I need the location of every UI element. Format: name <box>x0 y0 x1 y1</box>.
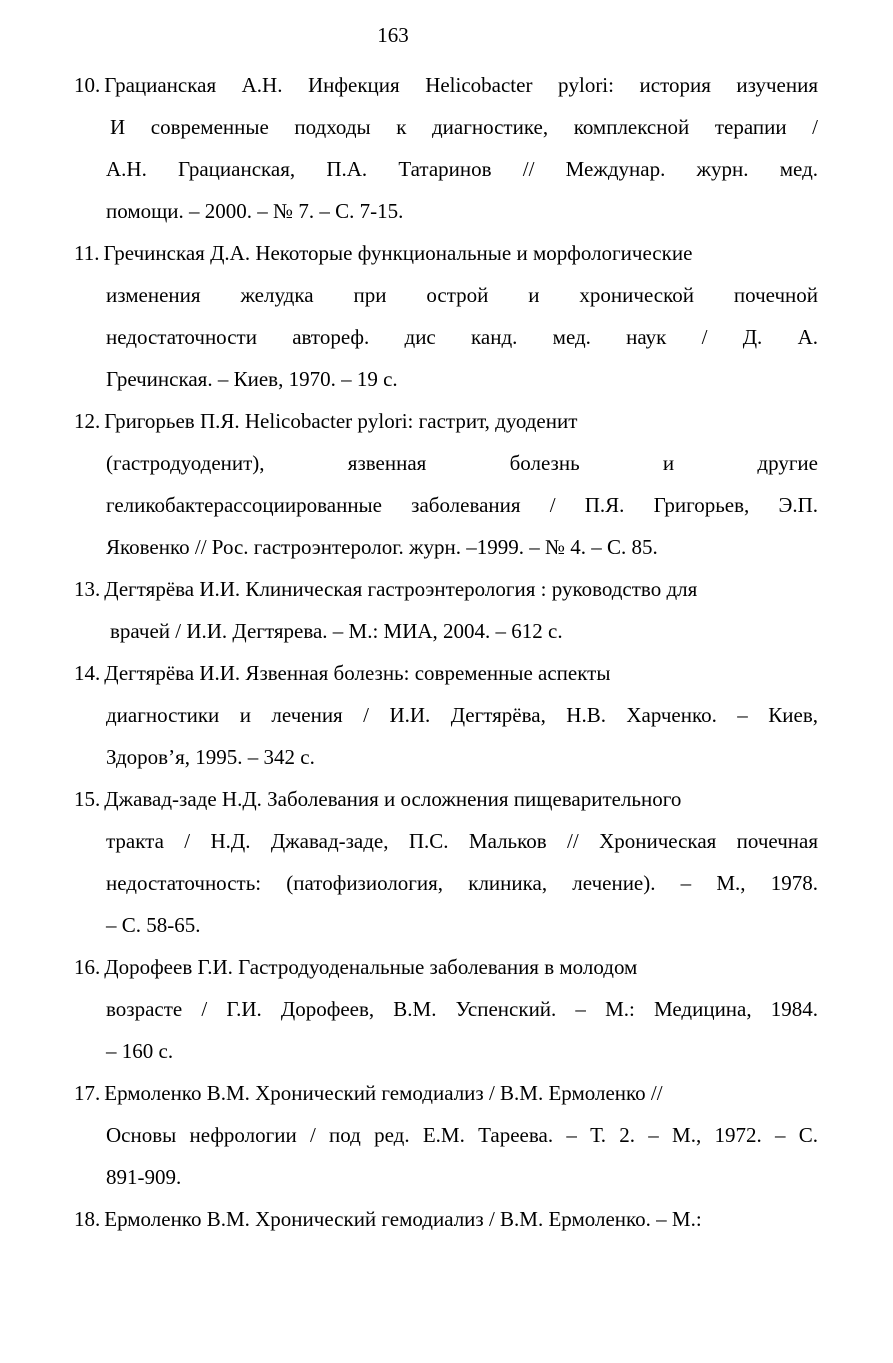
reference-line: тракта / Н.Д. Джавад-заде, П.С. Мальков // Хроническая почечная <box>106 829 818 853</box>
reference-item-10 <box>74 64 818 232</box>
reference-line: (гастродуоденит), язвенная болезнь и другие <box>106 451 818 475</box>
reference-line: И современные подходы к диагностике, комплексной терапии / <box>110 115 818 139</box>
reference-text: Грацианская А.Н. Инфекция Helicobacter pylori: история изучения <box>104 73 818 97</box>
reference-text: Дегтярёва И.И. Язвенная болезнь: современные аспекты <box>104 661 611 685</box>
reference-line: изменения желудка при острой и хронической почечной <box>106 283 818 307</box>
reference-item-11 <box>74 232 818 400</box>
reference-item-16 <box>74 946 818 1072</box>
reference-number: 16. <box>74 955 101 979</box>
reference-number: 10. <box>74 73 101 97</box>
reference-number: 13. <box>74 577 101 601</box>
reference-text: Григорьев П.Я. Helicobacter pylori: гастрит, дуоденит <box>104 409 578 433</box>
reference-text: Дегтярёва И.И. Клиническая гастроэнтерология : руководство для <box>104 577 698 601</box>
reference-line: диагностики и лечения / И.И. Дегтярёва, Н.В. Харченко. – Киев, <box>106 703 818 727</box>
reference-line <box>74 232 818 274</box>
reference-line <box>74 64 818 106</box>
reference-line: помощи. – 2000. – № 7. – С. 7-15. <box>106 199 404 223</box>
reference-item-17 <box>74 1072 818 1198</box>
reference-line: – С. 58-65. <box>106 913 201 937</box>
reference-line: недостаточность: (патофизиология, клиника, лечение). – М., 1978. <box>106 871 818 895</box>
reference-line <box>74 946 818 988</box>
reference-line <box>74 568 818 610</box>
reference-line: А.Н. Грацианская, П.А. Татаринов // Междунар. журн. мед. <box>106 157 818 181</box>
reference-item-18 <box>74 1198 818 1240</box>
reference-number: 15. <box>74 787 101 811</box>
reference-line: геликобактерассоциированные заболевания / П.Я. Григорьев, Э.П. <box>106 493 818 517</box>
reference-text: Гречинская Д.А. Некоторые функциональные и морфологические <box>103 241 693 265</box>
page-number: 163 <box>377 23 409 47</box>
reference-list <box>74 64 818 1240</box>
reference-item-12 <box>74 400 818 568</box>
reference-line: Гречинская. – Киев, 1970. – 19 с. <box>106 367 398 391</box>
reference-text: Ермоленко В.М. Хронический гемодиализ / В.М. Ермоленко. – М.: <box>104 1207 702 1231</box>
reference-line <box>74 778 818 820</box>
reference-number: 17. <box>74 1081 101 1105</box>
reference-text: Джавад-заде Н.Д. Заболевания и осложнения пищеварительного <box>104 787 682 811</box>
reference-line: Здоров’я, 1995. – 342 с. <box>106 745 315 769</box>
reference-number: 18. <box>74 1207 101 1231</box>
reference-line: 891-909. <box>106 1165 182 1189</box>
reference-line <box>74 1072 818 1114</box>
reference-item-13 <box>74 568 818 652</box>
reference-line: Основы нефрологии / под ред. Е.М. Тареева. – Т. 2. – М., 1972. – С. <box>106 1123 818 1147</box>
reference-item-15 <box>74 778 818 946</box>
reference-text: Ермоленко В.М. Хронический гемодиализ / В.М. Ермоленко // <box>104 1081 663 1105</box>
reference-line <box>74 400 818 442</box>
reference-line <box>74 1198 818 1240</box>
reference-line: – 160 с. <box>106 1039 174 1063</box>
reference-number: 11. <box>74 241 100 265</box>
reference-text: Дорофеев Г.И. Гастродуоденальные заболевания в молодом <box>104 955 638 979</box>
reference-line: врачей / И.И. Дегтярева. – М.: МИА, 2004. – 612 с. <box>110 619 563 643</box>
reference-number: 12. <box>74 409 101 433</box>
reference-line: возрасте / Г.И. Дорофеев, В.М. Успенский. – М.: Медицина, 1984. <box>106 997 818 1021</box>
reference-line: недостаточности автореф. дис канд. мед. наук / Д. А. <box>106 325 818 349</box>
reference-number: 14. <box>74 661 101 685</box>
reference-item-14 <box>74 652 818 778</box>
reference-line: Яковенко // Рос. гастроэнтеролог. журн. –1999. – № 4. – С. 85. <box>106 535 658 559</box>
reference-line <box>74 652 818 694</box>
